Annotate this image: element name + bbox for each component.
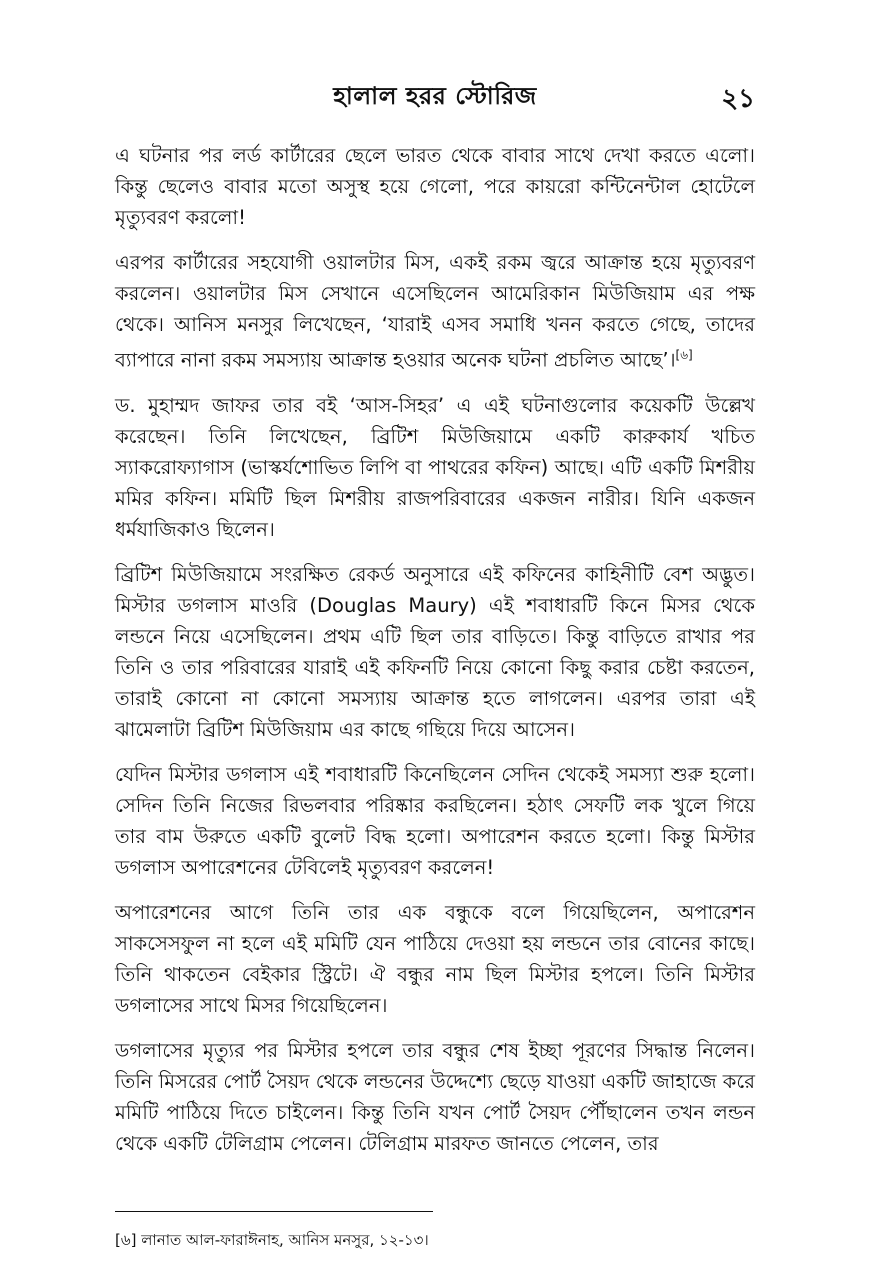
paragraph-6: অপারেশনের আগে তিনি তার এক বন্ধুকে বলে গিয়েছিলেন, অপারেশন সাকসেসফুল না হলে এই মমিটি যেন পাঠিয়ে দেওয়া হয় লন্ডনে তার বোনের কাছে। তিনি থাকতেন বেইকার স্ট্রিটে। ঐ বন্ধুর নাম ছিল মিস্টার হপলে। তিনি মিস্টার ডগলাসের সাথে মিসর গিয়েছিলেন। <box>115 900 755 1017</box>
running-title: হালাল হরর স্টোরিজ <box>333 82 537 110</box>
page-header <box>115 78 755 118</box>
paragraph-1: এ ঘটনার পর লর্ড কার্টারের ছেলে ভারত থেকে বাবার সাথে দেখা করতে এলো। কিন্তু ছেলেও বাবার মতো অসুস্থ হয়ে গেলো, পরে কায়রো কন্টিনেন্টাল হোটেলে মৃত্যুবরণ করলো! <box>115 144 755 229</box>
footnote-reference[interactable]: [৬] <box>675 348 693 362</box>
body-text <box>115 140 755 1173</box>
paragraph-3: ড. মুহাম্মদ জাফর তার বই ‘আস-সিহর’ এ এই ঘটনাগুলোর কয়েকটি উল্লেখ করেছেন। তিনি লিখেছেন, ব্রিটিশ মিউজিয়ামে একটি কারুকার্য খচিত স্যাকরোফ্যাগাস (ভাস্কর্যশোভিত লিপি বা পাথরের কফিন) আছে। এটি একটি মিশরীয় মমির কফিন। মমিটি ছিল মিশরীয় রাজপরিবারের একজন নারীর। যিনি একজন ধর্মযাজিকাও ছিলেন। <box>115 393 755 541</box>
paragraph-2: এরপর কার্টারের সহযোগী ওয়ালটার মিস, একই রকম জ্বরে আক্রান্ত হয়ে মৃত্যুবরণ করলেন। ওয়ালটার মিস সেখানে এসেছিলেন আমেরিকান মিউজিয়াম এর পক্ষ থেকে। আনিস মনসুর লিখেছেন, ‘যারাই এসব সমাধি খনন করতে গেছে, তাদের ব্যাপারে নানা রকম সমস্যায় আক্রান্ত হওয়ার অনেক ঘটনা প্রচলিত আছে’।[৬] <box>115 251 755 372</box>
paragraph-7: ডগলাসের মৃত্যুর পর মিস্টার হপলে তার বন্ধুর শেষ ইচ্ছা পূরণের সিদ্ধান্ত নিলেন। তিনি মিসরের পোর্ট সৈয়দ থেকে লন্ডনের উদ্দেশ্যে ছেড়ে যাওয়া একটি জাহাজে করে মমিটি পাঠিয়ে দিতে চাইলেন। কিন্তু তিনি যখন পোর্ট সৈয়দ পৌঁছালেন তখন লন্ডন থেকে একটি টেলিগ্রাম পেলেন। টেলিগ্রাম মারফত জানতে পেলেন, তার <box>115 1038 755 1155</box>
page-number: ২১ <box>721 84 755 114</box>
paragraph-4: ব্রিটিশ মিউজিয়ামে সংরক্ষিত রেকর্ড অনুসারে এই কফিনের কাহিনীটি বেশ অদ্ভুত। মিস্টার ডগলাস মাওরি (Douglas Maury) এই শবাধারটি কিনে মিসর থেকে লন্ডনে নিয়ে এসেছিলেন। প্রথম এটি ছিল তার বাড়িতে। কিন্তু বাড়িতে রাখার পর তিনি ও তার পরিবারের যারাই এই কফিনটি নিয়ে কোনো কিছু করার চেষ্টা করতেন, তারাই কোনো না কোনো সমস্যায় আক্রান্ত হতে লাগলেন। এরপর তারা এই ঝামেলাটা ব্রিটিশ মিউজিয়াম এর কাছে গছিয়ে দিয়ে আসেন। <box>115 562 755 741</box>
footnote-divider <box>115 1211 433 1212</box>
footnote: [৬] লানাত আল-ফারাঈনাহ, আনিস মনসুর, ১২-১৩। <box>115 1231 429 1249</box>
paragraph-5: যেদিন মিস্টার ডগলাস এই শবাধারটি কিনেছিলেন সেদিন থেকেই সমস্যা শুরু হলো। সেদিন তিনি নিজের রিভলবার পরিষ্কার করছিলেন। হঠাৎ সেফটি লক খুলে গিয়ে তার বাম উরুতে একটি বুলেট বিদ্ধ হলো। অপারেশন করতে হলো। কিন্তু মিস্টার ডগলাস অপারেশনের টেবিলেই মৃত্যুবরণ করলেন! <box>115 762 755 879</box>
